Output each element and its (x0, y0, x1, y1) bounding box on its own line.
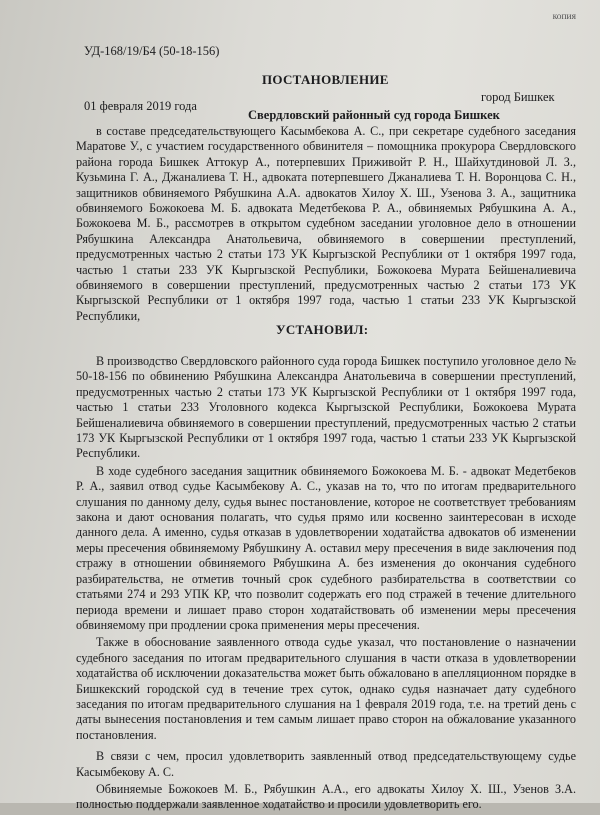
city: город Бишкек (481, 90, 555, 104)
intro-block (76, 124, 576, 324)
findings-paragraph: Обвиняемые Божокоев М. Б., Рябушкин А.А., его адвокаты Хилоу Х. Ш., Узенов З.А. полностью поддержали заявленное ходатайство и просили удовлетворить его. (76, 781, 576, 812)
findings-block (76, 354, 576, 815)
findings-paragraph: В связи с чем, просил удовлетворить заявленный отвод председательствующему судье Касымбекову А. С. (76, 749, 576, 779)
findings-paragraph: В ходе судебного заседания защитник обвиняемого Божокоева М. Б. - адвокат Медетбеков Р. А., заявил отвод судье Касымбекову А. С., указав на то, что по итогам предварительного слушания по данному делу, судья вынес постановление, которое не соответствует требованиям закона и дают основания полагать, что судья прямо или косвенно заинтересован в исходе данного дела. А именно, судья отказав в удовлетворении ходатайства адвокатов об изменении меры пресечения обвиняемому Рябушкину А. оставил меру пресечения в виде заключения под стражу в отношении обвиняемого Рябушкина А. без изменения до окончания судебного разбирательства, не отметив точный срок судебного разбирательства в соответствии со статьями 274 и 293 УПК КР, что позволит содержать его под стражей в течение длительного периода времени и лишает право сторон ходатайствовать об изменении меры пресечения обвиняемому при продлении срока применения меры пресечения. (76, 463, 576, 632)
document-date: 01 февраля 2019 года (84, 99, 197, 113)
findings-paragraph: Также в обоснование заявленного отвода судье указал, что постановление о назначении судебного заседания по итогам предварительного слушания в части отказа в удовлетворении ходатайства об исключении доказательства может быть обжаловано в апелляционном порядке в Бишкекский городской суд в течение трех суток, однако судья назначает дату судебного заседания по итогам предварительного слушания на 1 февраля 2019 года, т.е. на третий день с даты вынесения постановления и тем самым лишает право сторон на обжалование указанного постановления. (76, 635, 576, 742)
document-title: ПОСТАНОВЛЕНИЕ (262, 72, 389, 87)
court-name: Свердловский районный суд города Бишкек (248, 108, 500, 122)
section-title: УСТАНОВИЛ: (276, 322, 369, 337)
copy-mark: копия (552, 12, 576, 22)
findings-paragraph: В производство Свердловского районного суда города Бишкек поступило уголовное дело № 50-18-156 по обвинению Рябушкина Александра Анатольевича в совершении преступлений, предусмотренных частью 2 статьи 173 УК Кыргызской Республики от 1 октября 1997 года, частью 1 статьи 233 Уголовного кодекса Кыргызской Республики, Божокоева Мурата Бейшеналиевича обвиняемого в совершении преступлений, предусмотренных частью 2 статьи 173 УК Кыргызской Республики от 1 октября 1997 года, частью 1 статьи 233 УК Кыргызской Республики. (76, 354, 576, 461)
case-number: УД-168/19/Б4 (50-18-156) (84, 44, 220, 58)
intro-paragraph: в составе председательствующего Касымбекова А. С., при секретаре судебного заседания Маратове У., с участием государственного обвинителя – помощника прокурора Свердловского района города Бишкек Аттокур А., потерпевших Приживойт Р. Н., Шайхутдиновой Л. З., Кузьмина Г. А., Джаналиева Т. Н., адвоката потерпевшего Джаналиева Т. Н. Воронцова С. Н., защитников обвиняемого Рябушкина А.А. адвокатов Хилоу Х. Ш., Узенова З. А., защитника обвиняемого Божокоева М. Б. адвоката Медетбекова Р. А., обвиняемых Рябушкина А. А., Божокоева М. Б., рассмотрев в открытом судебном заседании уголовное дело в отношении Рябушкина Александра Анатольевича, обвиняемого в совершении преступлений, предусмотренных частью 2 статьи 173 УК Кыргызской Республики от 1 октября 1997 года, частью 1 статьи 233 УК Кыргызской Республики, Божокоева Мурата Бейшеналиевича обвиняемого в совершении преступлений, предусмотренных частью 2 статьи 173 УК Кыргызской Республики от 1 октября 1997 года, частью 1 статьи 233 УК Кыргызской Республики, (76, 124, 576, 323)
